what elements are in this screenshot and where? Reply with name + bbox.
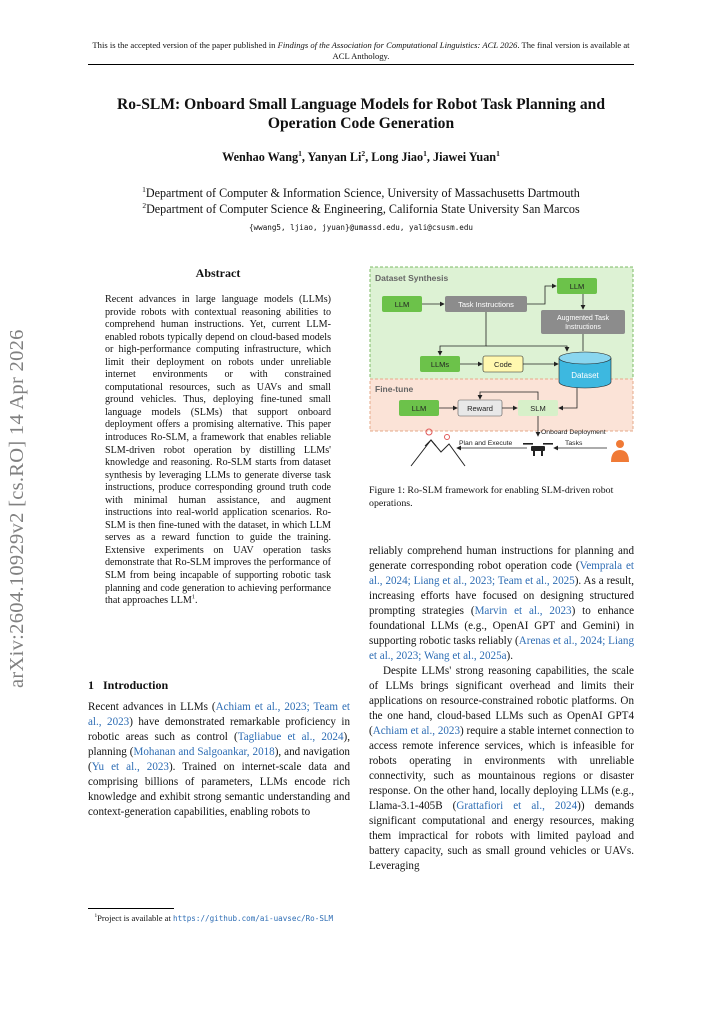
notice-suffix: . The final version is available at ACL Anthology. [332, 40, 630, 61]
citation-link[interactable]: Grattafiori et al., 2024 [456, 800, 578, 812]
label-onboard-deployment: Onboard Deployment [541, 429, 606, 436]
right-column-text [369, 544, 634, 874]
footnote-rule [88, 908, 174, 909]
mountain-icon [411, 440, 465, 466]
svg-text:Instructions: Instructions [565, 324, 601, 331]
notice-rule [88, 64, 634, 65]
citation-link[interactable]: Achiam et al., 2023; Team et al., 2023 [88, 701, 350, 728]
person-icon [611, 440, 629, 462]
arxiv-identifier: arXiv:2604.10929v2 [cs.RO] 14 Apr 2026 [6, 329, 28, 688]
intro-paragraph: Recent advances in LLMs (Achiam et al., 2023; Team et al., 2023) have demonstrated remarkable proficiency in robotic areas such as control (Tagliabue et al., 2024), planning (Mohanan and Salgoankar, 2018), and navigation (Yu et al., 2023). Trained on internet-scale data and comprising billions of parameters, LLMs encode rich knowledge and exhibit strong semantic understanding and context-generation capabilities, enabling robots to [88, 701, 350, 818]
author-name: Long Jiao$^1$ [371, 148, 427, 164]
drone-icon [523, 443, 553, 456]
citation-link[interactable]: Yu et al., 2023 [91, 761, 169, 773]
author-name: Yanyan Li$^2$ [307, 148, 366, 164]
author-emails: {wwang5, ljiao, jyuan}@umassd.edu, yali@csusm.edu [248, 223, 474, 232]
svg-text:LLMs: LLMs [430, 360, 450, 369]
notice-prefix: This is the accepted version of the paper published in [92, 40, 278, 50]
paper-title: Ro-SLM: Onboard Small Language Models for Robot Task Planning and Operation Code Generation [117, 96, 605, 132]
svg-text:LLM: LLM [569, 282, 585, 291]
figure-1-caption: Figure 1: Ro-SLM framework for enabling SLM-driven robot operations. [369, 485, 614, 509]
footnote: $^1$Project is available at https://github.com/ai-uavsec/Ro-SLM [94, 913, 334, 923]
footnote-ref: 1 [191, 593, 196, 601]
svg-text:Task Instructions: Task Instructions [458, 300, 514, 309]
figure-1-diagram [369, 266, 634, 472]
paragraph-2: Despite LLMs' strong reasoning capabilities, the scale of LLMs brings significant overhead and limits their applications on resource-constrained robotic platforms. On the one hand, cloud-based LLMs such as OpenAI GPT4 (Achiam et al., 2023) require a stable internet connection to access remote inference services, which is infeasible for robots operating in environments with unreliable connectivity, such as mountainous regions or disaster response. On the other hand, locally deploying LLMs (e.g., Llama-3.1-405B (Grattafiori et al., 2024)) demands significant computational and energy resources, making them impractical for robots with limited payload and battery capacity, such as small ground vehicles or UAVs. Leveraging [369, 665, 634, 872]
abstract-heading: Abstract [195, 266, 241, 280]
svg-text:Dataset: Dataset [571, 371, 599, 380]
project-url-link[interactable]: https://github.com/ai-uavsec/Ro-SLM [173, 914, 334, 923]
affiliations [88, 185, 634, 217]
affiliation-2: $^2$Department of Computer Science & Engineering, California State University San Marcos [142, 200, 580, 216]
citation-link[interactable]: Mohanan and Salgoankar, 2018 [133, 746, 275, 758]
label-plan-execute: Plan and Execute [459, 440, 513, 447]
citation-link[interactable]: Achiam et al., 2023 [372, 725, 461, 737]
citation-link[interactable]: Tagliabue et al., 2024 [237, 731, 344, 743]
finetune-panel-label: Fine-tune [375, 384, 414, 394]
svg-text:LLM: LLM [411, 404, 427, 413]
svg-text:LLM: LLM [394, 300, 410, 309]
svg-text:Code: Code [494, 360, 512, 369]
abstract-body: Recent advances in large language models (LLMs) provide robots with contextual reasoning abilities to comprehend human instructions. Yet, current LLM-enabled robots typically depend on cloud-based models or high-performance computing infrastructure, which limit their deployment on robots under unreliable internet environments or with constrained computational resources, such as UAVs and small ground vehicles. Thus, deploying fine-tuned small language models (SLMs) that support onboard deployment offers a promising alternative. This paper introduces Ro-SLM, a framework that enables reliable SLM-driven robot operation by distilling LLMs' knowledge and reasoning. Ro-SLM starts from dataset synthesis by leveraging LLMs to generate diverse task instructions, produce corresponding ground truth code with minimal human assistance, and augment instructions into real-world application scenarios. Ro-SLM is then fine-tuned with the dataset, in which LLM serves as a reward function to guide the training. Extensive experiments on UAV operation tasks demonstrate that Ro-SLM improves the performance of SLM from being incapable of supporting robotic task planning and code generation to achieving performance that approaches LLM$^1$. [105, 294, 331, 607]
affiliation-1: $^1$Department of Computer & Information Science, University of Massachusetts Dartmouth [142, 184, 580, 200]
publication-notice [88, 40, 634, 62]
author-list: Wenhao Wang$^1$, Yanyan Li$^2$, Long Jiao$^1$, Jiawei Yuan$^1$ [222, 148, 500, 164]
citation-link[interactable]: Arenas et al., 2024; Liang et al., 2023; Wang et al., 2025a [369, 635, 634, 662]
synthesis-panel-label: Dataset Synthesis [375, 273, 449, 283]
svg-text:Augmented Task: Augmented Task [556, 315, 610, 322]
citation-link[interactable]: Vemprala et al., 2024; Liang et al., 2023; Team et al., 2025 [369, 560, 634, 587]
citation-link[interactable]: Marvin et al., 2023 [474, 605, 572, 617]
author-name: Wenhao Wang$^1$ [222, 148, 302, 164]
node-dataset [559, 352, 611, 388]
paragraph-1: reliably comprehend human instructions for planning and generate corresponding robot operation code (Vemprala et al., 2024; Liang et al., 2023; Team et al., 2025). As a result, increasing efforts have focused on designing structured prompting strategies (Marvin et al., 2023) to enhance foundational LLMs (e.g., OpenAI GPT and Gemini) in supporting robotic tasks reliably (Arenas et al., 2024; Liang et al., 2023; Wang et al., 2025a). [369, 545, 634, 662]
svg-text:Reward: Reward [467, 404, 493, 413]
svg-text:SLM: SLM [530, 404, 546, 413]
label-tasks: Tasks [565, 440, 583, 447]
notice-venue: Findings of the Association for Computational Linguistics: ACL 2026 [277, 40, 518, 50]
author-name: Jiawei Yuan$^1$ [432, 148, 500, 164]
section-heading-introduction: 1 Introduction [88, 678, 169, 692]
